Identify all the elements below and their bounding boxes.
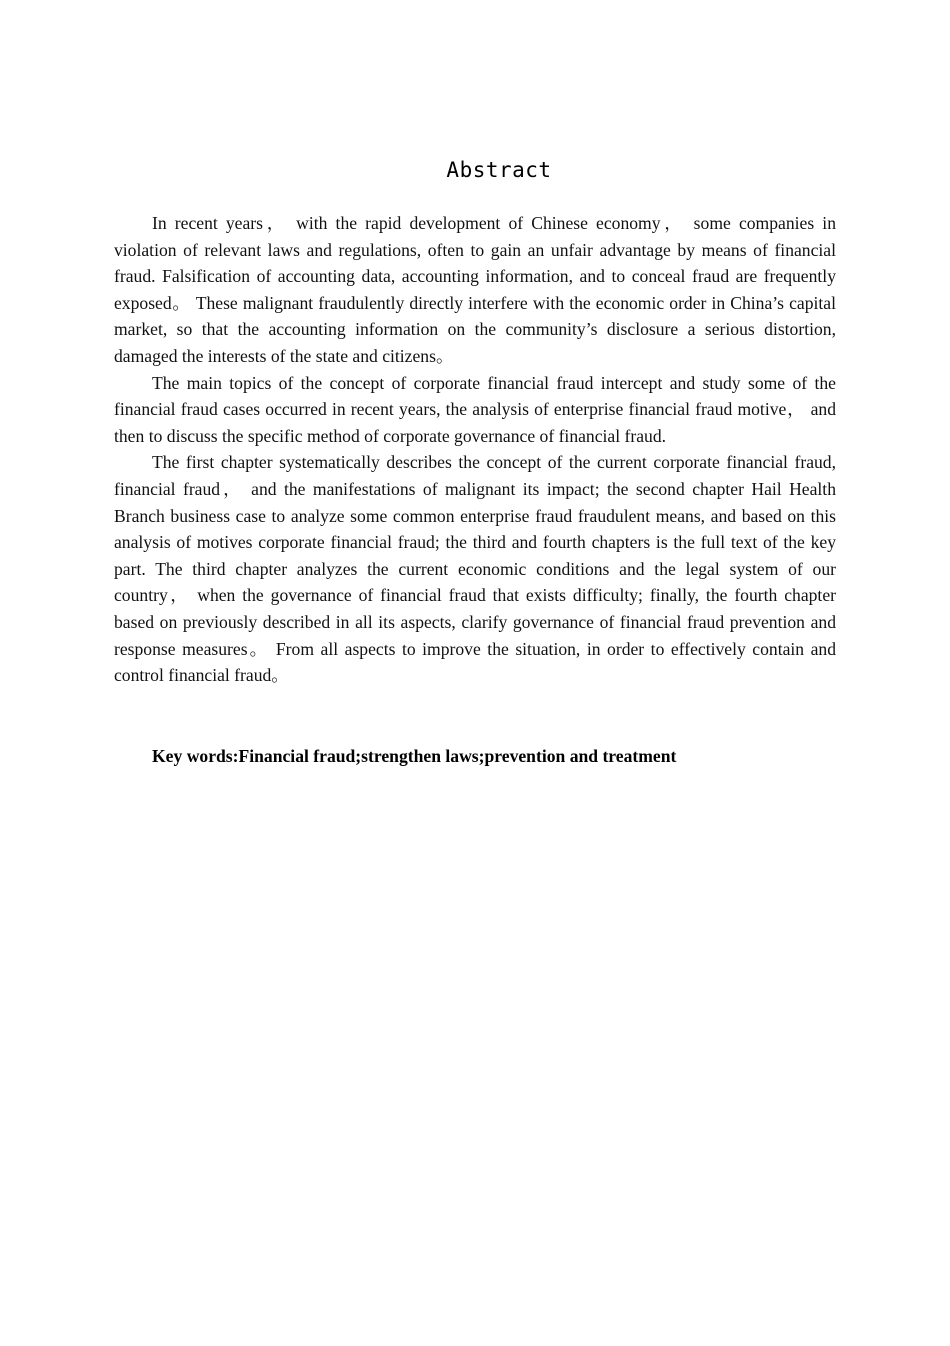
abstract-paragraph-2: The main topics of the concept of corporate financial fraud intercept and study some of the financial fraud cases occurred in recent years, the analysis of enterprise financial fraud motive， and then to discuss the specific method of corporate governance of financial fraud. <box>114 372 836 446</box>
abstract-title: Abstract <box>446 158 552 182</box>
keywords-line: Key words:Financial fraud;strengthen laws;prevention and treatment <box>152 746 677 766</box>
abstract-paragraph-3: The first chapter systematically describes the concept of the current corporate financial fraud, financial fraud， and the manifestations of malignant its impact; the second chapter Hail Health Branch business case to analyze some common enterprise fraud fraudulent means, and based on this analysis of motives corporate financial fraud; the third and fourth chapters is the full text of the key part. The third chapter analyzes the current economic conditions and the legal system of our country， when the governance of financial fraud that exists difficulty; finally, the fourth chapter based on previously described in all its aspects, clarify governance of financial fraud prevention and response measures。 From all aspects to improve the situation, in order to effectively contain and control financial fraud。 <box>114 452 836 686</box>
abstract-body <box>114 210 836 689</box>
abstract-paragraph-1: In recent years， with the rapid development of Chinese economy， some companies in violation of relevant laws and regulations, often to gain an unfair advantage by means of financial fraud. Falsification of accounting data, accounting information, and to conceal fraud are frequently exposed。 These malignant fraudulently directly interfere with the economic order in China’s capital market, so that the accounting information on the community’s disclosure a serious distortion, damaged the interests of the state and citizens。 <box>114 213 836 366</box>
